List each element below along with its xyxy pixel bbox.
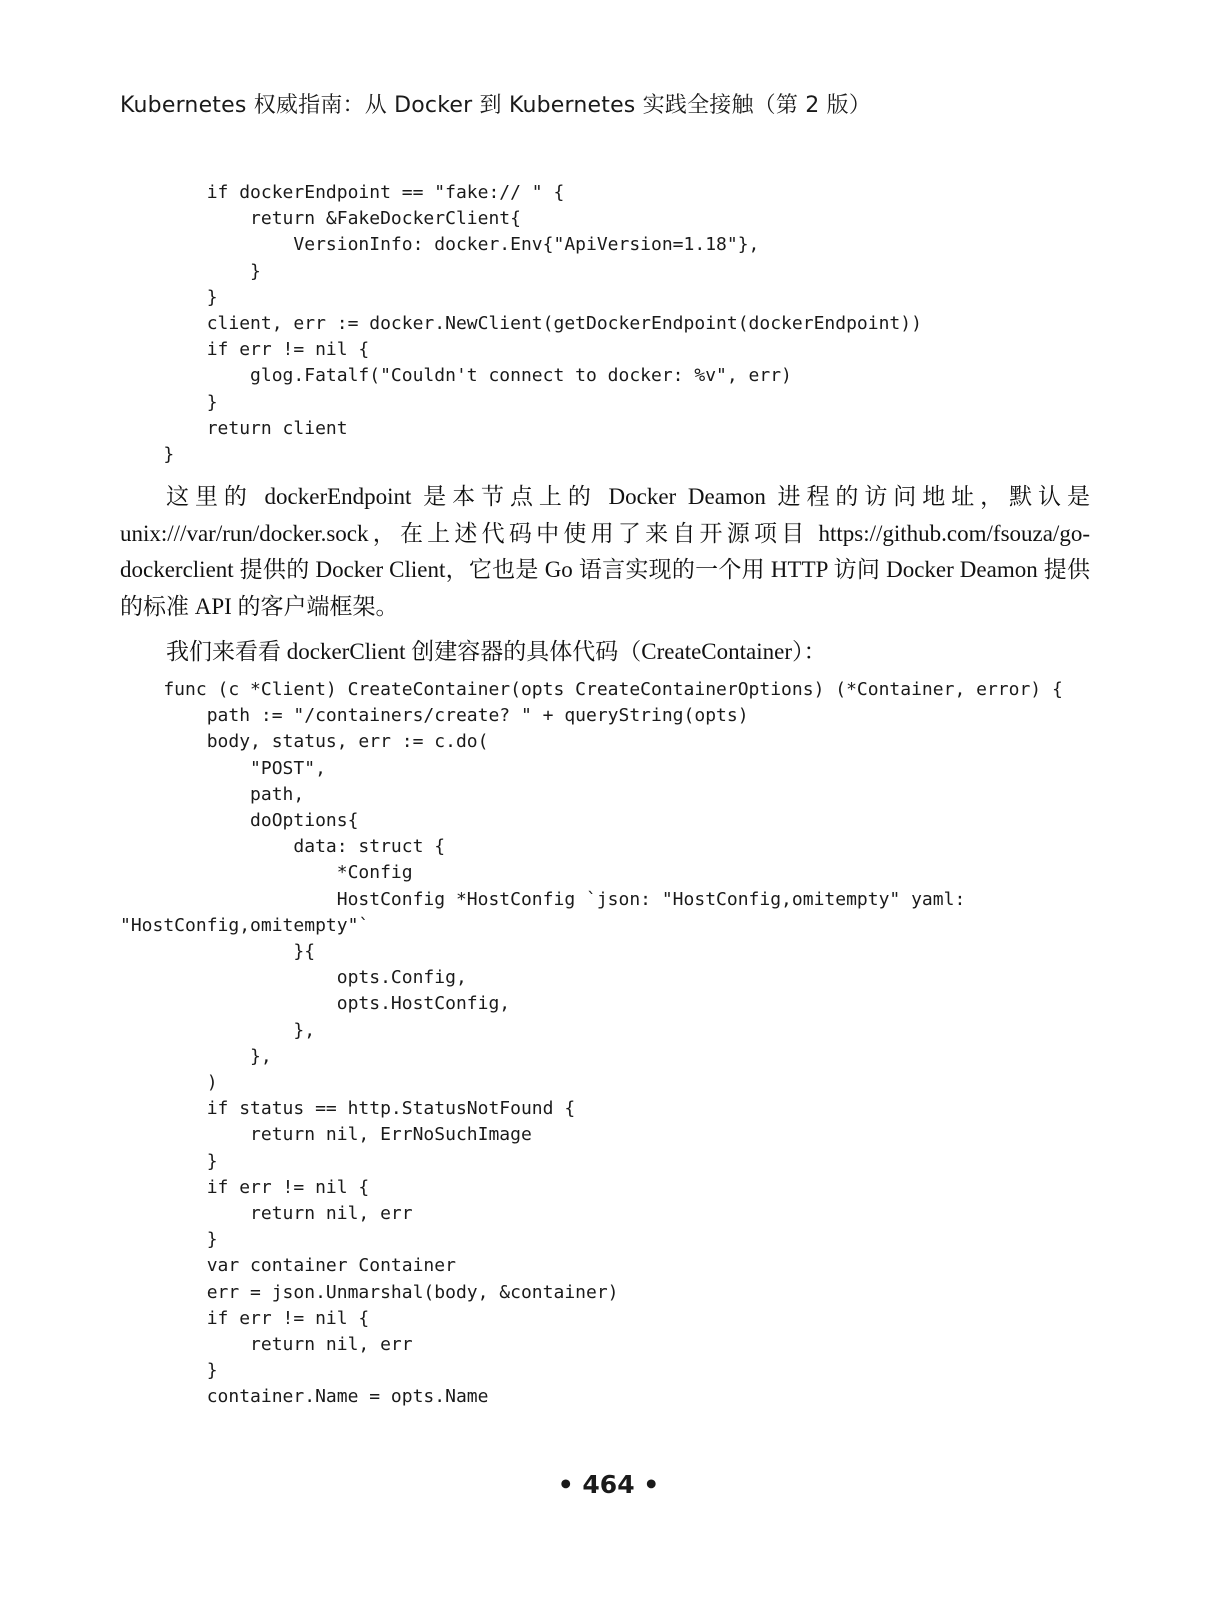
body-paragraph-create-container-intro: 我们来看看 dockerClient 创建容器的具体代码（CreateContainer）： [166, 639, 827, 664]
page-number: • 464 • [557, 1470, 660, 1499]
body-paragraph-docker-endpoint: 这里的 dockerEndpoint 是本节点上的 Docker Deamon 进程的访问地址，默认是 unix:///var/run/docker.sock，在上述代码中使用了来自开源项目 https://github.com/fsouza/go-dockerclient 提供的 Docker Client，它也是 Go 语言实现的一个用 HTTP 访问 Docker Deamon 提供的标准 API 的客户端框架。 [120, 484, 1090, 620]
code-block-create-container: func (c *Client) CreateContainer(opts CreateContainerOptions) (*Container, error) { path := "/containers/create? " + queryString(opts) body, status, err := c.do( "POST", path, doOptions{ data: struct { *Config HostConfig *HostConfig `json: "HostConfig,omitempty" yaml: "HostConfig,omitempty"` }{ opts.Config, opts.HostConfig, }, }, ) if status == http.StatusNotFound { return nil, ErrNoSuchImage } if err != nil { return nil, err } var container Container err = json.Unmarshal(body, &container) if err != nil { return nil, err } container.Name = opts.Name [120, 679, 1063, 1408]
running-header: Kubernetes 权威指南：从 Docker 到 Kubernetes 实践全接触（第 2 版） [120, 93, 872, 118]
code-block-docker-client: if dockerEndpoint == "fake:// " { return &FakeDockerClient{ VersionInfo: docker.Env{"ApiVersion=1.18"}, } } client, err := docker.NewClient(getDockerEndpoint(dockerEndpoint)) if err != nil { glog.Fatalf("Couldn't connect to docker: %v", err) } return client } [163, 182, 922, 466]
